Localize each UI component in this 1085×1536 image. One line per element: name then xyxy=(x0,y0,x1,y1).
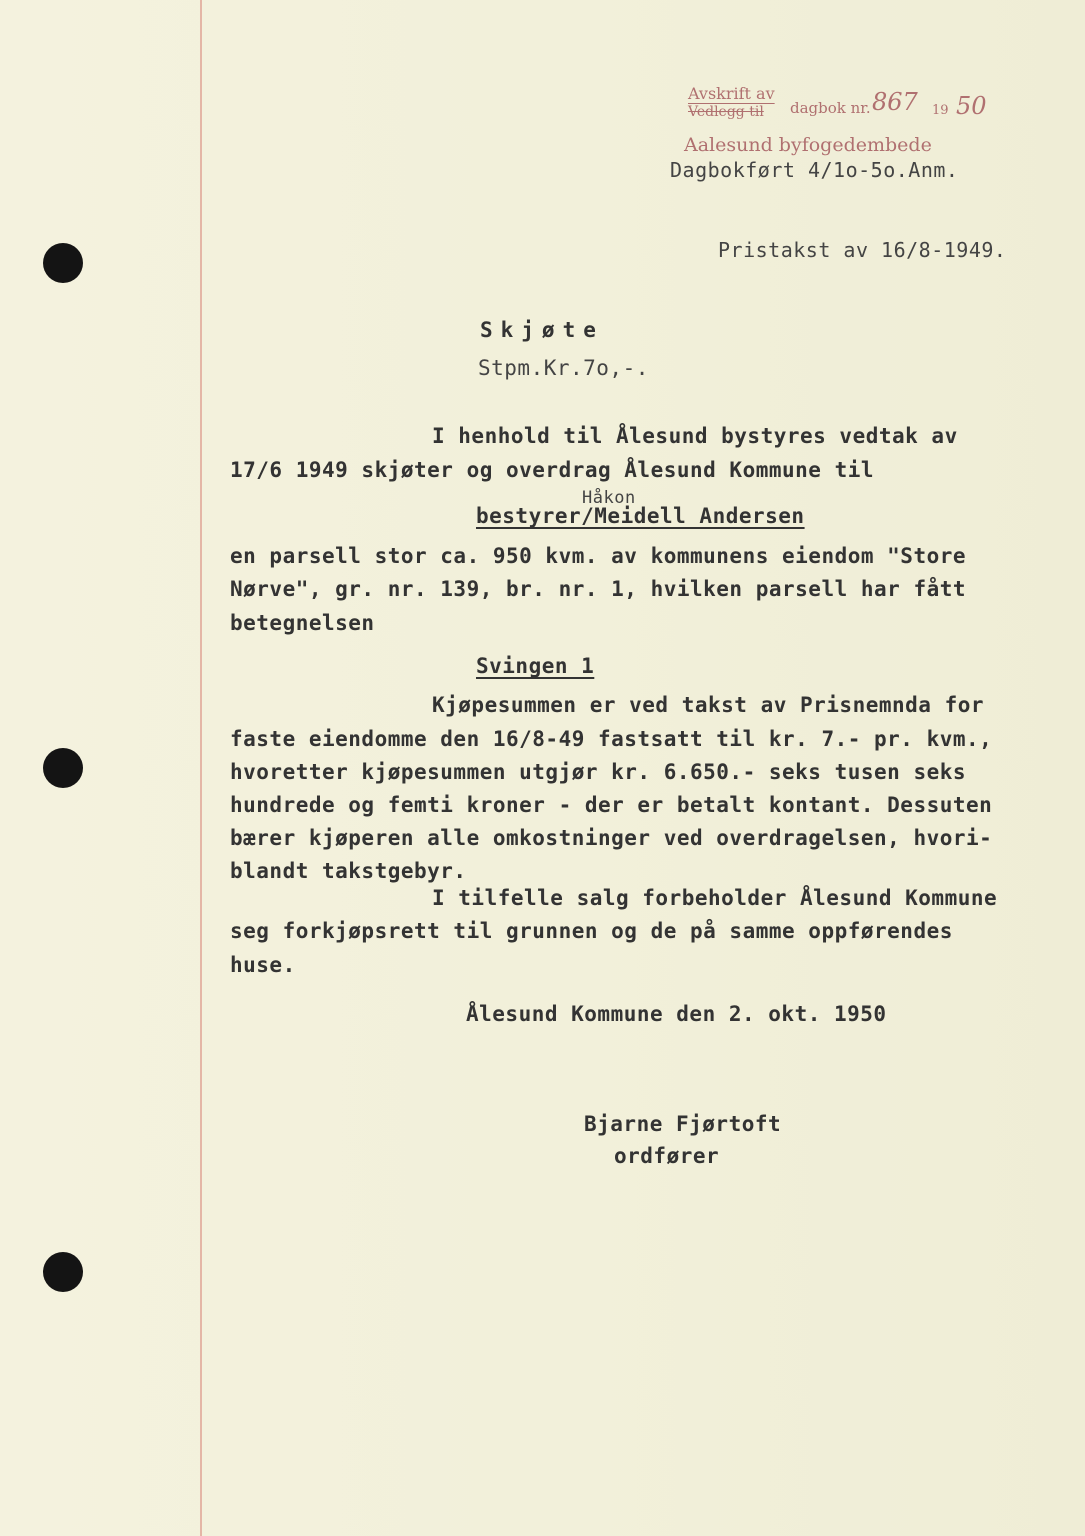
para2-line3: betegnelsen xyxy=(230,611,375,635)
parcel-name: Svingen 1 xyxy=(476,654,595,678)
punch-hole-middle xyxy=(43,748,83,788)
para4-line2: seg forkjøpsrett til grunnen og de på samme oppførendes xyxy=(230,919,953,943)
name-insert: Håkon xyxy=(582,488,636,508)
stamp-office: Aalesund byfogedembede xyxy=(684,134,932,156)
para4-line1: I tilfelle salg forbeholder Ålesund Kommune xyxy=(432,886,998,910)
para3-line3: hvoretter kjøpesummen utgjør kr. 6.650.- seks tusen seks xyxy=(230,760,967,784)
para3-line6: blandt takstgebyr. xyxy=(230,859,467,883)
para1-line2: 17/6 1949 skjøter og overdrag Ålesund Kommune til xyxy=(230,458,875,482)
para3-line4: hundrede og femti kroner - der er betalt kontant. Dessuten xyxy=(230,793,993,817)
para1-line1: I henhold til Ålesund bystyres vedtak av xyxy=(432,424,958,448)
para3-line1: Kjøpesummen er ved takst av Prisnemnda for xyxy=(432,693,985,717)
stamp-year-suffix: 19 xyxy=(932,103,949,118)
registered-note: Dagbokført 4/1o-5o.Anm. xyxy=(670,158,959,182)
margin-line xyxy=(200,0,202,1536)
stamp-year-handwritten: 50 xyxy=(956,92,987,120)
stamp-line-avskrift: Avskrift av xyxy=(688,84,775,103)
document-title: Skjøte xyxy=(480,318,604,342)
para2-line2: Nørve", gr. nr. 139, br. nr. 1, hvilken parsell har fått xyxy=(230,577,967,601)
stamp-dagbok-label: dagbok nr. xyxy=(790,99,871,117)
stamp-dagbok-number: 867 xyxy=(872,88,918,116)
punch-hole-top xyxy=(43,243,83,283)
signatory-title: ordfører xyxy=(614,1144,720,1168)
para3-line2: faste eiendomme den 16/8-49 fastsatt til kr. 7.- pr. kvm., xyxy=(230,727,993,751)
para3-line5: bærer kjøperen alle omkostninger ved overdragelsen, hvori- xyxy=(230,826,993,850)
price-assessment: Pristakst av 16/8-1949. xyxy=(718,238,1007,262)
para4-line3: huse. xyxy=(230,953,296,977)
para2-line1: en parsell stor ca. 950 kvm. av kommunens eiendom "Store xyxy=(230,544,967,568)
stamp-line-vedlegg: Vedlegg til xyxy=(688,104,764,120)
signatory-name: Bjarne Fjørtoft xyxy=(584,1112,782,1136)
punch-hole-bottom xyxy=(43,1252,83,1292)
stamp-duty: Stpm.Kr.7o,-. xyxy=(478,356,649,380)
place-date: Ålesund Kommune den 2. okt. 1950 xyxy=(466,1002,887,1026)
recipient: bestyrer/Meidell Andersen xyxy=(476,504,805,528)
